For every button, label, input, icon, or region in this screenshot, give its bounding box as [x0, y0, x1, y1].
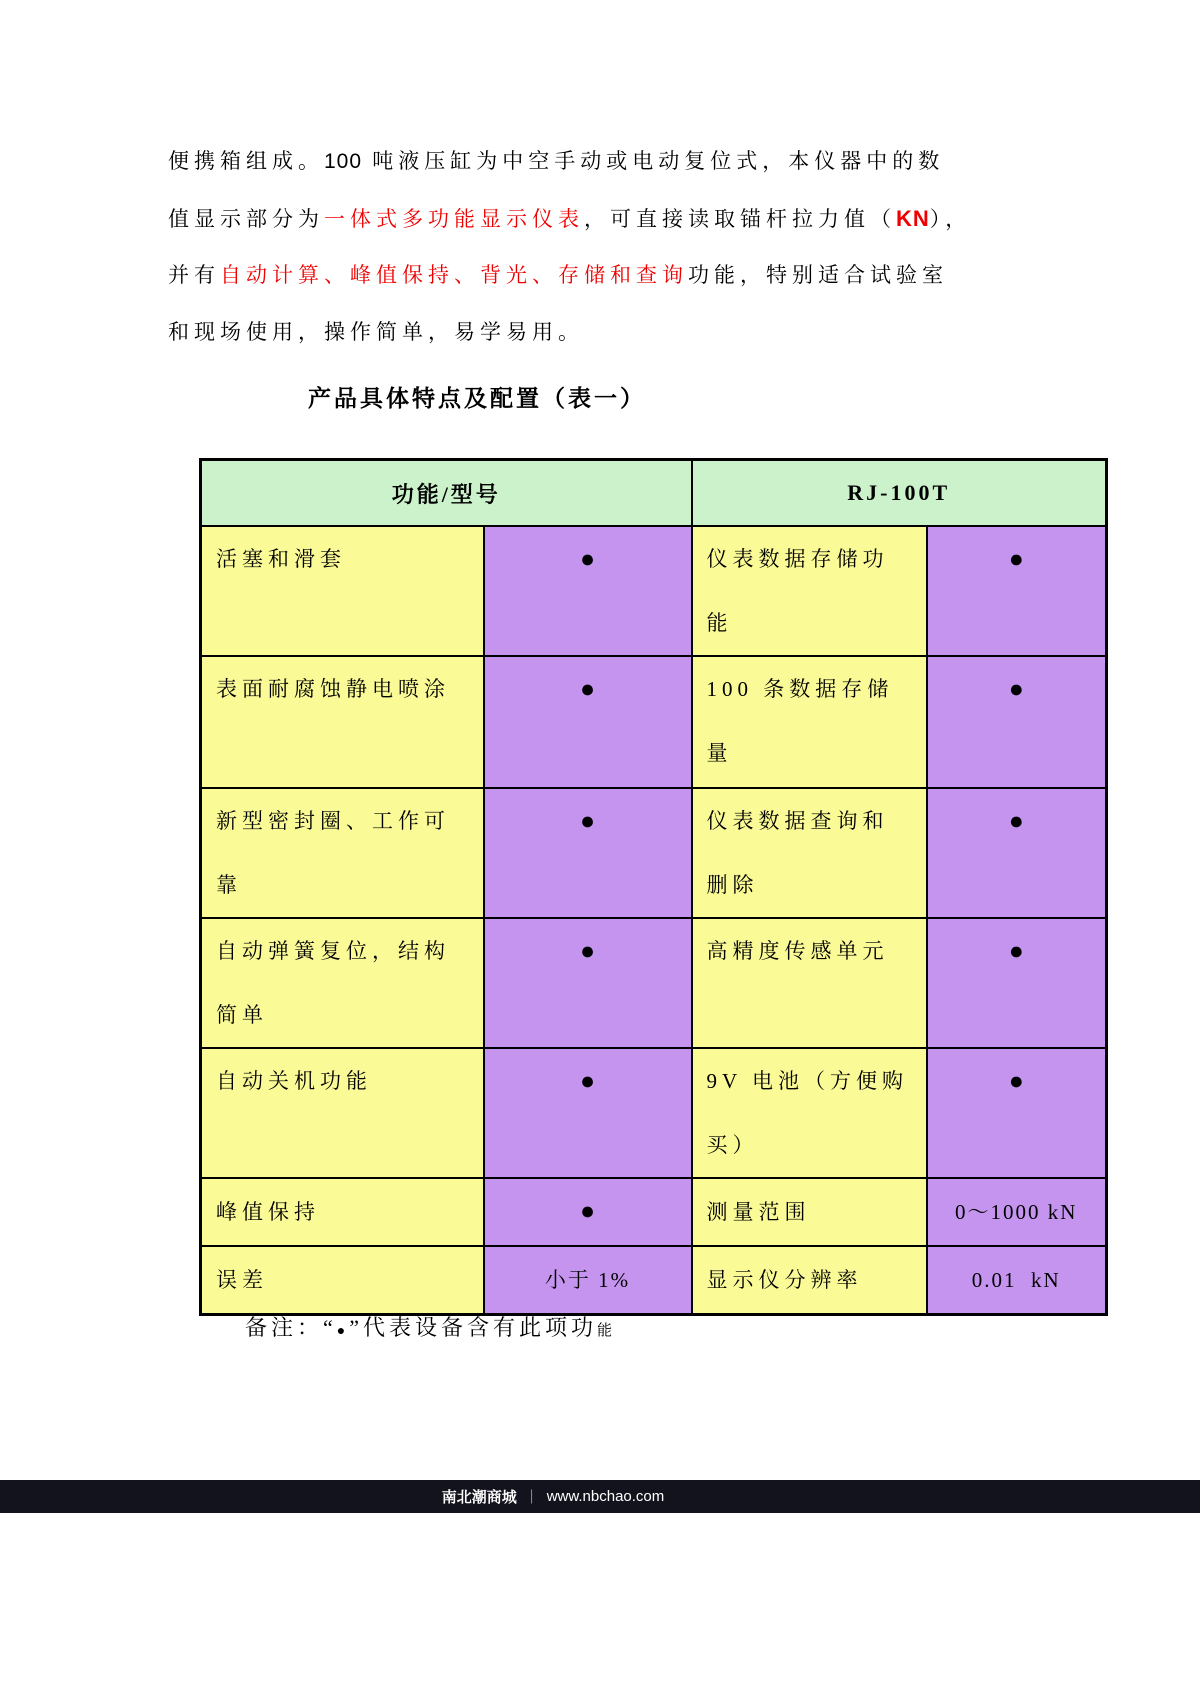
feature-cell: 新型密封圈、工作可靠 — [201, 788, 484, 918]
table-row — [201, 1178, 1107, 1246]
feature-cell: 自动弹簧复位，结构简单 — [201, 918, 484, 1048]
dot-cell: ● — [484, 526, 692, 656]
dot-cell: ● — [927, 656, 1107, 788]
intro-highlight-red: 自动计算、峰值保持、背光、存储和查询 — [220, 263, 688, 287]
table-row — [201, 526, 1107, 656]
table-row — [201, 918, 1107, 1048]
feature-cell: 9V 电池（方便购买） — [692, 1048, 927, 1178]
dot-cell: ● — [927, 788, 1107, 918]
intro-highlight-kn: KN — [896, 206, 930, 231]
header-cell-function-model: 功能/型号 — [201, 460, 692, 527]
dot-cell: ● — [484, 788, 692, 918]
intro-paragraph — [168, 133, 1028, 361]
value-cell: 小于 1% — [484, 1246, 692, 1315]
intro-number: 100 — [324, 150, 363, 173]
footnote-label: 备注： — [245, 1315, 324, 1340]
table-title: 产品具体特点及配置（表一） — [308, 386, 646, 411]
footer-content — [442, 1486, 665, 1507]
feature-cell: 表面耐腐蚀静电喷涂 — [201, 656, 484, 788]
table-footnote — [245, 1308, 614, 1352]
table-row — [201, 788, 1107, 918]
footnote-quote: ” — [349, 1315, 364, 1340]
feature-cell: 活塞和滑套 — [201, 526, 484, 656]
feature-cell: 自动关机功能 — [201, 1048, 484, 1178]
intro-highlight-red: 一体式多功能显示仪表 — [324, 207, 584, 231]
dot-cell: ● — [484, 1048, 692, 1178]
footnote-text-small: 能 — [597, 1323, 615, 1339]
table-row — [201, 1246, 1107, 1315]
feature-cell: 测量范围 — [692, 1178, 927, 1246]
feature-cell: 高精度传感单元 — [692, 918, 927, 1048]
spec-table — [199, 458, 1108, 1316]
footer-bar — [0, 1480, 1200, 1513]
dot-cell: ● — [927, 918, 1107, 1048]
footer-site-name: 南北潮商城 — [441, 1489, 517, 1506]
footer-url-link[interactable]: www.nbchao.com — [546, 1488, 665, 1505]
feature-cell: 仪表数据存储功能 — [692, 526, 927, 656]
footnote-text: 代表设备含有此项功 — [363, 1315, 598, 1340]
intro-text: 便携箱组成。 — [168, 149, 324, 173]
dot-cell: ● — [484, 656, 692, 788]
feature-cell: 峰值保持 — [201, 1178, 484, 1246]
dot-cell: ● — [927, 526, 1107, 656]
table-header-row — [201, 460, 1107, 527]
value-cell: 0～1000 kN — [927, 1178, 1107, 1246]
feature-cell: 误差 — [201, 1246, 484, 1315]
table-row — [201, 1048, 1107, 1178]
value-cell: 0.01 kN — [927, 1246, 1107, 1315]
footer-separator: ｜ — [524, 1488, 539, 1505]
dot-cell: ● — [484, 1178, 692, 1246]
intro-line-1 — [168, 133, 1028, 190]
intro-text: ）， — [929, 207, 972, 231]
intro-line-2 — [168, 190, 1028, 247]
bullet-icon: ● — [336, 1324, 350, 1339]
intro-text: 值显示部分为 — [168, 207, 324, 231]
dot-cell: ● — [927, 1048, 1107, 1178]
intro-text: 和现场使用，操作简单，易学易用。 — [168, 320, 584, 344]
intro-text: 并有 — [168, 263, 220, 287]
intro-line-4 — [168, 304, 1028, 361]
feature-cell: 仪表数据查询和删除 — [692, 788, 927, 918]
feature-cell: 显示仪分辨率 — [692, 1246, 927, 1315]
table-row — [201, 656, 1107, 788]
feature-cell: 100 条数据存储量 — [692, 656, 927, 788]
intro-line-3 — [168, 247, 1028, 304]
dot-cell: ● — [484, 918, 692, 1048]
footnote-quote: “ — [323, 1315, 337, 1340]
intro-text: 吨液压缸为中空手动或电动复位式，本仪器中的数 — [362, 149, 945, 173]
header-cell-rj100t: RJ-100T — [692, 460, 1107, 527]
intro-text: ，可直接读取锚杆拉力值（ — [584, 207, 896, 231]
intro-text: 功能，特别适合试验室 — [688, 263, 948, 287]
